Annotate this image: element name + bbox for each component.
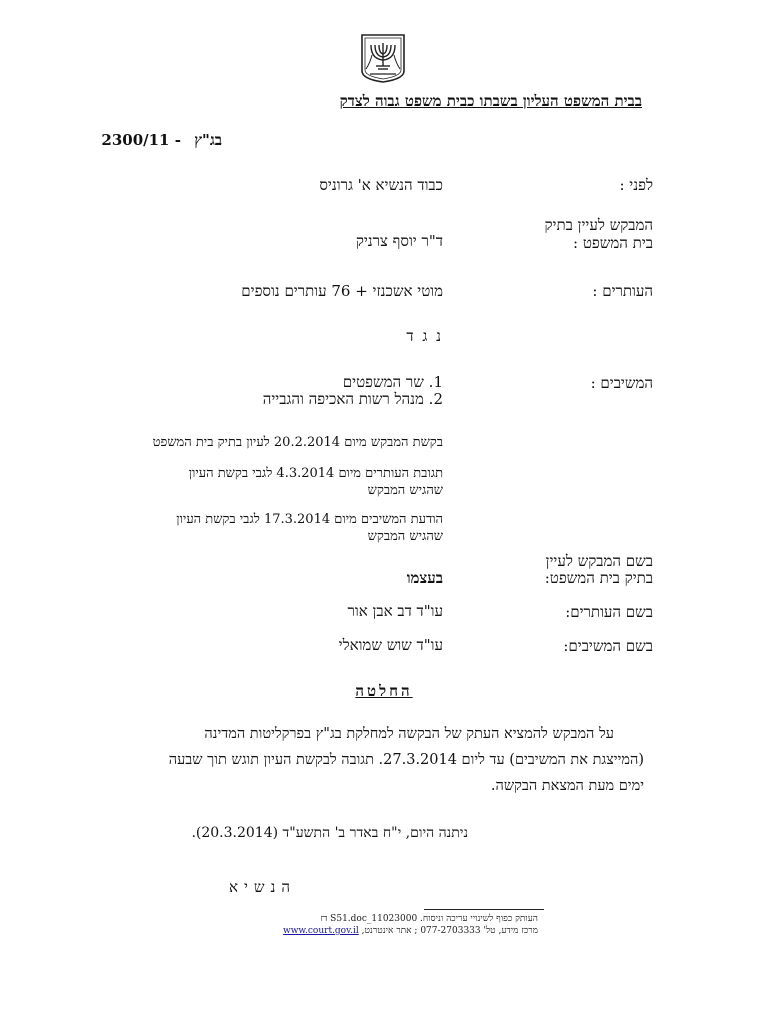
footer-contact [283, 925, 538, 936]
case-type-label: בג"ץ [194, 131, 222, 149]
respondent-2: 2. מנהל רשות האכיפה והגבייה [262, 390, 443, 408]
rep-respondents-label: בשם המשיבים: [563, 637, 653, 655]
rep-respondents-value: עו"ד שוש שמואלי [338, 636, 443, 654]
versus-label: נ ג ד [406, 327, 443, 345]
decision-line-1: על המבקש להמציא העתק של הבקשה למחלקת בג"ץ בפרקליטות המדינה [204, 726, 614, 742]
rep-petitioners-value: עו"ד דב אבן אור [347, 602, 443, 620]
rep-petitioners-label: בשם העותרים: [565, 603, 653, 621]
decision-line-2: (המייצגת את המשיבים) עד ליום 27.3.2014. תגובה לבקשת העיון תוגש תוך שבעה [168, 752, 644, 768]
before-label: לפני : [619, 176, 653, 194]
court-title: בבית המשפט העליון בשבתו כבית משפט גבוה לצדק [339, 92, 642, 110]
filing-petitioners-response-line2: שהגיש המבקש [367, 483, 443, 498]
signature-title: הנשיא [228, 878, 296, 896]
filing-petitioners-response-line1: תגובת העותרים מיום 4.3.2014 לגבי בקשת העיון [188, 466, 443, 481]
decision-line-3: ימים מעת המצאת הבקשה. [490, 778, 644, 794]
requester-label-line1: המבקש לעיין בתיק [544, 216, 653, 234]
respondents-label: המשיבים : [590, 374, 653, 392]
requester-name: ד"ר יוסף צרניק [355, 232, 443, 250]
respondent-1: 1. שר המשפטים [342, 373, 443, 391]
filing-respondents-notice-line2: שהגיש המבקש [367, 529, 443, 544]
menorah-emblem-icon [358, 33, 408, 83]
footer-divider [424, 909, 544, 910]
petitioners-label: העותרים : [592, 282, 653, 300]
decision-heading: החלטה [355, 682, 413, 700]
footer-note: העותק כפוף לשינויי עריכה וניסוח. 11023000_S51.doc דז [320, 914, 538, 924]
rep-requester-label-line1: בשם המבקש לעיין [545, 552, 653, 570]
decision-body [110, 721, 644, 799]
given-date: ניתנה היום, י"ח באדר ב' התשע"ד (20.3.2014). [191, 825, 468, 841]
rep-requester-value: בעצמו [406, 569, 443, 587]
petitioners-names: מוטי אשכנזי + 76 עותרים נוספים [241, 282, 443, 300]
requester-label-line2: בית המשפט : [573, 234, 653, 252]
filing-respondents-notice-line1: הודעת המשיבים מיום 17.3.2014 לגבי בקשת העיון [176, 512, 443, 527]
rep-requester-label-line2: בתיק בית המשפט: [544, 569, 653, 587]
judge-name: כבוד הנשיא א' גרוניס [319, 176, 443, 194]
case-number-line [101, 131, 222, 150]
footer-contact-text: מרכז מידע, טל' 077-2703333 ; אתר אינטרנט, [361, 926, 538, 936]
case-number: 2300/11 - [101, 131, 181, 149]
filing-request: בקשת המבקש מיום 20.2.2014 לעיון בתיק בית המשפט [152, 435, 443, 450]
court-website-link[interactable]: www.court.gov.il [282, 926, 359, 936]
